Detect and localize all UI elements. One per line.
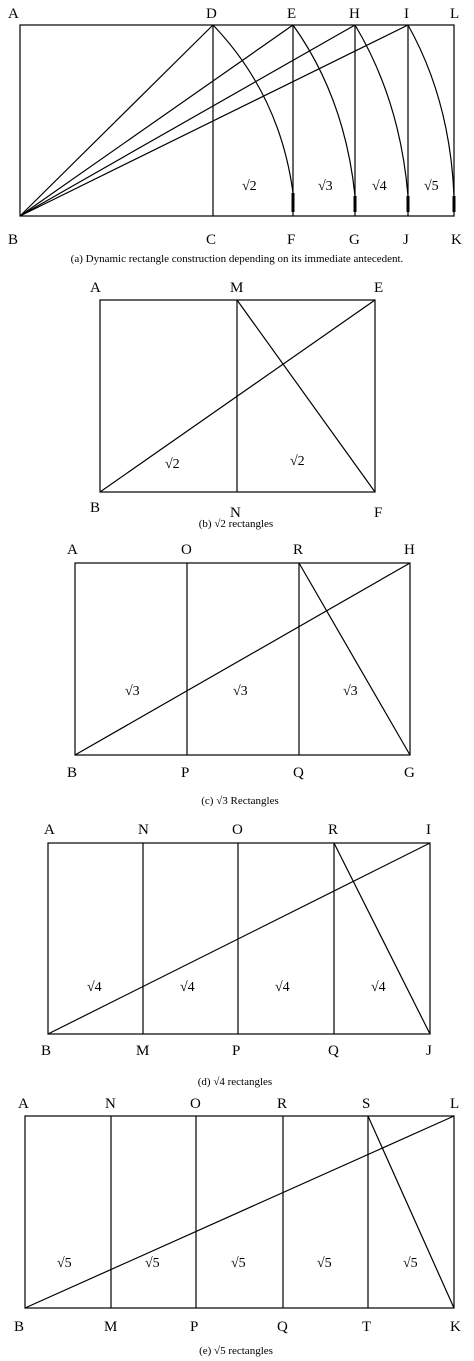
caption-e: (e) √5 rectangles: [199, 1345, 273, 1357]
point-label-f: F: [374, 505, 383, 521]
diagonal-bl: [25, 1116, 454, 1308]
caption-c: (c) √3 Rectangles: [201, 795, 279, 807]
arc-e-to-g: [293, 25, 355, 196]
region-label: √5: [403, 1256, 418, 1271]
point-label-e: E: [287, 6, 297, 22]
point-label-a: A: [67, 542, 78, 558]
point-label-r: R: [328, 822, 339, 838]
region-label: √2: [165, 457, 180, 472]
region-label: √4: [371, 980, 386, 995]
caption-a: (a) Dynamic rectangle construction depending on its immediate antecedent.: [70, 253, 404, 265]
point-label-i: I: [426, 822, 431, 838]
diagonal-bi: [20, 25, 408, 216]
region-label: √5: [424, 179, 439, 194]
figure-c: [67, 542, 415, 807]
diagonal-mf: [237, 300, 375, 492]
point-label-d: D: [206, 6, 217, 22]
region-label: √2: [242, 179, 257, 194]
point-label-p: P: [232, 1043, 241, 1059]
point-label-m: M: [136, 1043, 150, 1059]
point-label-l: L: [450, 6, 460, 22]
point-label-n: N: [105, 1096, 116, 1112]
region-label: √3: [318, 179, 333, 194]
point-label-h: H: [404, 542, 415, 558]
point-label-a: A: [44, 822, 55, 838]
point-label-n: N: [230, 505, 241, 521]
point-label-s: S: [362, 1096, 371, 1112]
point-label-r: R: [293, 542, 304, 558]
point-label-r: R: [277, 1096, 288, 1112]
region-label: √4: [87, 980, 102, 995]
figure-a: [8, 6, 462, 265]
figure-e: [14, 1096, 461, 1357]
point-label-j: J: [426, 1043, 432, 1059]
point-label-m: M: [104, 1319, 118, 1335]
point-label-b: B: [67, 765, 78, 781]
point-label-c: C: [206, 232, 217, 248]
point-label-k: K: [451, 232, 462, 248]
region-label: √4: [180, 980, 195, 995]
point-label-a: A: [90, 280, 101, 296]
region-label: √4: [275, 980, 290, 995]
point-label-o: O: [232, 822, 243, 838]
point-label-h: H: [349, 6, 360, 22]
point-label-j: J: [403, 232, 409, 248]
point-label-g: G: [404, 765, 415, 781]
diagonal-bh: [20, 25, 355, 216]
arc-d-to-f: [213, 25, 293, 193]
region-label: √2: [290, 454, 305, 469]
diagonal-rg: [299, 563, 410, 755]
region-label: √5: [57, 1256, 72, 1271]
point-label-i: I: [404, 6, 409, 22]
point-label-b: B: [14, 1319, 25, 1335]
arc-h-to-j: [355, 25, 408, 196]
point-label-q: Q: [328, 1043, 339, 1059]
point-label-a: A: [8, 6, 19, 22]
point-label-k: K: [450, 1319, 461, 1335]
region-label: √4: [372, 179, 387, 194]
region-label: √5: [231, 1256, 246, 1271]
point-label-p: P: [181, 765, 190, 781]
region-label: √5: [317, 1256, 332, 1271]
arc-i-to-k: [408, 25, 454, 196]
caption-d: (d) √4 rectangles: [197, 1076, 273, 1088]
region-label: √3: [343, 684, 358, 699]
point-label-g: G: [349, 232, 360, 248]
point-label-o: O: [181, 542, 192, 558]
caption-b: (b) √2 rectangles: [198, 518, 274, 530]
point-label-b: B: [8, 232, 19, 248]
diagonal-sk: [368, 1116, 454, 1308]
point-label-b: B: [90, 500, 101, 516]
point-label-f: F: [287, 232, 296, 248]
region-label: √3: [125, 684, 140, 699]
region-label: √3: [233, 684, 248, 699]
figure-d: [41, 822, 432, 1088]
point-label-b: B: [41, 1043, 52, 1059]
point-label-q: Q: [293, 765, 304, 781]
point-label-p: P: [190, 1319, 199, 1335]
point-label-n: N: [138, 822, 149, 838]
point-label-t: T: [362, 1319, 372, 1335]
point-label-q: Q: [277, 1319, 288, 1335]
region-label: √5: [145, 1256, 160, 1271]
diagonal-bi: [48, 843, 430, 1034]
diagonal-rj: [334, 843, 430, 1034]
point-label-l: L: [450, 1096, 460, 1112]
point-label-e: E: [374, 280, 384, 296]
figure-b: [90, 280, 383, 530]
point-label-m: M: [230, 280, 244, 296]
point-label-o: O: [190, 1096, 201, 1112]
diagonal-bh: [75, 563, 410, 755]
point-label-a: A: [18, 1096, 29, 1112]
diagonal-bd: [20, 25, 213, 216]
